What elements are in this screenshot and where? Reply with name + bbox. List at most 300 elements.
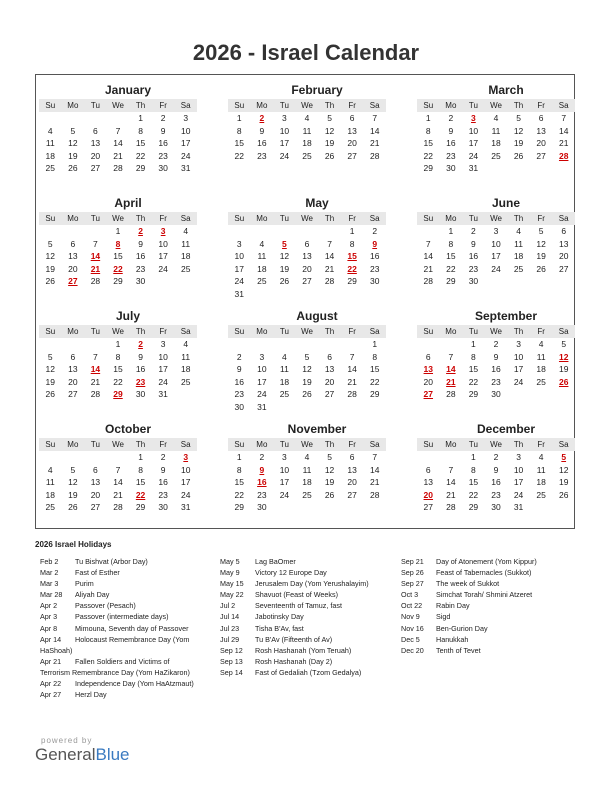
day-cell: 13 [302, 251, 312, 262]
holiday-name: The week of Sukkot [436, 579, 500, 589]
day-cell: 9 [138, 238, 143, 249]
holiday-item [40, 578, 194, 589]
day-cell: 16 [158, 477, 168, 488]
weekday-label: Mo [445, 101, 457, 110]
day-cell: 19 [68, 489, 78, 500]
day-cell: 15 [468, 364, 479, 375]
weekday-label: Fr [537, 101, 545, 110]
day-cell: 13 [536, 125, 546, 136]
day-cell: 8 [138, 464, 143, 475]
month-name: December [476, 422, 536, 436]
holiday-day-cell: 13 [423, 364, 434, 375]
holiday-date: Dec 20 [401, 645, 424, 655]
holiday-name: Tisha B'Av, fast [255, 623, 304, 633]
day-cell: 7 [448, 464, 454, 475]
holiday-name: Independence Day (Yom HaAtzmaut) [75, 679, 194, 689]
day-cell: 6 [425, 464, 431, 475]
holiday-name: Purim [75, 579, 94, 589]
day-cell: 6 [70, 238, 76, 249]
day-cell: 5 [516, 113, 521, 123]
brand-logo[interactable] [35, 745, 130, 765]
holiday-day-cell: 2 [259, 113, 265, 123]
day-cell: 14 [369, 464, 380, 475]
day-cell: 5 [304, 351, 310, 362]
day-cell: 27 [90, 502, 101, 513]
holiday-name: Simchat Torah/ Shmini Atzeret [436, 590, 533, 600]
weekday-label: Su [234, 440, 245, 449]
holiday-date: Jul 29 [220, 634, 240, 644]
day-cell: 8 [471, 464, 476, 475]
day-cell: 6 [425, 351, 431, 362]
day-cell: 20 [302, 263, 312, 274]
day-cell: 14 [446, 477, 456, 488]
holiday-name: Victory 12 Europe Day [255, 568, 327, 578]
weekday-label: We [112, 101, 124, 110]
holiday-date: May 15 [220, 579, 244, 589]
day-cell: 31 [234, 288, 245, 299]
holiday-item [401, 600, 537, 611]
holiday-name: Passover (Pesach) [75, 601, 136, 611]
day-cell: 25 [536, 376, 546, 387]
holiday-date: Jul 14 [220, 612, 240, 622]
holiday-date: May 9 [220, 568, 240, 578]
holiday-name: Hanukkah [436, 634, 469, 644]
day-cell: 7 [372, 113, 378, 123]
day-cell: 16 [446, 138, 456, 149]
month-name: November [287, 422, 347, 436]
day-cell: 16 [135, 251, 146, 262]
day-cell: 2 [493, 452, 499, 462]
day-cell: 27 [347, 489, 357, 500]
day-cell: 22 [234, 150, 245, 161]
holiday-item [401, 645, 537, 656]
empty-cell [62, 451, 85, 464]
holiday-name: Feast of Tabernacles (Sukkot) [436, 568, 532, 578]
holiday-item [220, 600, 369, 611]
day-cell: 23 [158, 489, 168, 500]
weekday-label: Sa [558, 327, 569, 336]
day-cell: 8 [349, 238, 355, 249]
holiday-date: Jul 2 [220, 601, 236, 611]
day-cell: 24 [513, 489, 524, 500]
day-cell: 5 [561, 339, 567, 349]
day-cell: 1 [349, 226, 355, 236]
weekday-header [417, 438, 575, 451]
empty-cell [417, 225, 440, 238]
day-cell: 6 [349, 452, 355, 462]
empty-cell [39, 451, 62, 464]
day-cell: 17 [513, 477, 524, 488]
day-cell: 2 [259, 452, 265, 462]
day-cell: 5 [47, 238, 53, 249]
day-cell: 16 [491, 364, 501, 375]
weekday-label: We [301, 327, 313, 336]
day-cell: 13 [90, 477, 101, 488]
holiday-item [220, 589, 369, 600]
weekday-label: Sa [180, 327, 191, 336]
day-cell: 12 [324, 464, 335, 475]
day-cell: 26 [68, 163, 78, 174]
weekday-label: Tu [279, 101, 289, 110]
weekday-label: We [301, 101, 313, 110]
weekday-label: Sa [369, 101, 380, 110]
day-cell: 10 [279, 464, 290, 475]
day-cell: 12 [45, 364, 56, 375]
day-cell: 7 [93, 238, 98, 249]
day-cell: 24 [257, 389, 267, 400]
weekday-label: Su [423, 327, 434, 336]
empty-cell [84, 112, 107, 125]
holiday-name: Sigd [436, 612, 451, 622]
day-cell: 15 [234, 138, 245, 149]
day-cell: 30 [135, 389, 146, 400]
holiday-name: Jerusalem Day (Yom Yerushalayim) [255, 579, 369, 589]
empty-cell [318, 338, 341, 351]
holiday-date: Sep 27 [401, 579, 424, 589]
day-cell: 26 [558, 489, 569, 500]
day-cell: 16 [234, 376, 245, 387]
day-cell: 10 [180, 125, 191, 136]
day-cell: 7 [372, 452, 378, 462]
day-cell: 2 [372, 226, 378, 236]
day-cell: 21 [347, 376, 357, 387]
holiday-date: Nov 16 [401, 623, 424, 633]
day-grid [39, 112, 197, 175]
day-cell: 23 [257, 150, 267, 161]
holiday-day-cell: 12 [558, 351, 569, 362]
weekday-label: Su [45, 101, 56, 110]
holiday-day-cell: 5 [561, 452, 567, 462]
day-cell: 18 [279, 376, 290, 387]
holiday-item [220, 623, 369, 634]
holiday-item [40, 656, 194, 667]
day-cell: 16 [257, 138, 267, 149]
day-cell: 28 [369, 150, 380, 161]
weekday-label: We [112, 327, 124, 336]
month-august [228, 308, 386, 414]
day-cell: 4 [183, 339, 189, 349]
holiday-day-cell: 28 [558, 150, 569, 161]
weekday-label: Mo [256, 440, 268, 449]
day-cell: 19 [45, 263, 56, 274]
empty-cell [62, 338, 85, 351]
empty-cell [318, 225, 341, 238]
day-cell: 6 [70, 351, 76, 362]
weekday-label: Tu [90, 101, 100, 110]
weekday-label: Tu [468, 327, 478, 336]
day-cell: 15 [113, 251, 123, 262]
day-cell: 30 [135, 276, 146, 287]
weekday-label: Fr [537, 440, 545, 449]
holiday-day-cell: 20 [423, 489, 434, 500]
day-cell: 17 [468, 138, 479, 149]
weekday-label: Fr [159, 440, 167, 449]
day-cell: 14 [113, 138, 123, 149]
weekday-label: Th [324, 327, 335, 336]
holiday-day-cell: 9 [259, 464, 265, 475]
holiday-day-cell: 14 [90, 364, 101, 375]
weekday-label: Su [423, 440, 434, 449]
day-cell: 31 [257, 401, 267, 412]
weekday-label: Su [45, 214, 56, 223]
day-cell: 13 [68, 251, 78, 262]
day-cell: 16 [158, 138, 168, 149]
empty-cell [39, 112, 62, 125]
weekday-label: Mo [67, 440, 79, 449]
holiday-date: Nov 9 [401, 612, 420, 622]
day-cell: 30 [369, 276, 380, 287]
day-cell: 8 [115, 351, 121, 362]
weekday-header [417, 325, 575, 338]
holiday-day-cell: 3 [471, 113, 476, 123]
weekday-label: Fr [159, 101, 167, 110]
month-february [228, 82, 386, 162]
day-cell: 12 [45, 251, 56, 262]
day-cell: 30 [491, 389, 501, 400]
empty-cell [84, 338, 107, 351]
day-cell: 19 [536, 251, 546, 262]
weekday-header [39, 438, 197, 451]
day-cell: 8 [236, 464, 242, 475]
day-cell: 24 [468, 150, 479, 161]
holiday-day-cell: 8 [115, 238, 121, 249]
day-cell: 25 [257, 276, 267, 287]
weekday-label: Th [135, 214, 146, 223]
empty-cell [296, 338, 319, 351]
day-cell: 22 [135, 150, 146, 161]
holiday-item [401, 611, 537, 622]
holiday-name: Holocaust Remembrance Day (Yom [75, 634, 190, 644]
day-cell: 22 [468, 376, 479, 387]
day-cell: 9 [259, 125, 265, 136]
holiday-day-cell: 22 [135, 489, 146, 500]
holiday-date: May 22 [220, 590, 244, 600]
holiday-date: Dec 5 [401, 634, 420, 644]
holiday-day-cell: 9 [372, 238, 378, 249]
weekday-label: Tu [468, 214, 478, 223]
weekday-label: Th [135, 101, 146, 110]
day-cell: 15 [468, 477, 479, 488]
holiday-name: Seventeenth of Tamuz, fast [255, 601, 342, 611]
weekday-label: Mo [67, 327, 79, 336]
day-cell: 29 [135, 502, 146, 513]
day-cell: 4 [516, 226, 521, 236]
day-cell: 15 [423, 138, 434, 149]
holiday-date: Apr 21 [40, 656, 62, 666]
holiday-item [220, 656, 369, 667]
day-cell: 12 [536, 238, 546, 249]
day-cell: 16 [369, 251, 380, 262]
day-cell: 27 [324, 389, 335, 400]
day-cell: 27 [536, 150, 546, 161]
day-cell: 8 [236, 125, 242, 136]
weekday-label: We [112, 440, 124, 449]
day-cell: 21 [369, 138, 380, 149]
day-cell: 12 [302, 364, 312, 375]
day-cell: 11 [302, 125, 312, 136]
day-cell: 14 [423, 251, 434, 262]
day-cell: 21 [113, 489, 123, 500]
weekday-label: Su [45, 327, 56, 336]
calendar-grid [35, 74, 575, 529]
month-name: January [104, 83, 152, 97]
day-cell: 27 [423, 502, 434, 513]
day-cell: 13 [68, 364, 78, 375]
day-cell: 17 [180, 477, 191, 488]
day-cell: 26 [324, 489, 335, 500]
day-grid [228, 451, 386, 514]
day-cell: 21 [113, 150, 123, 161]
day-cell: 20 [536, 138, 546, 149]
day-cell: 7 [93, 351, 98, 362]
day-cell: 25 [513, 263, 524, 274]
day-cell: 5 [538, 226, 544, 236]
holiday-day-cell: 22 [113, 263, 123, 274]
day-cell: 15 [446, 251, 456, 262]
holiday-item [401, 556, 537, 567]
day-cell: 17 [234, 263, 245, 274]
month-october [39, 421, 197, 514]
day-cell: 4 [282, 351, 287, 362]
holiday-name: Aliyah Day [75, 590, 110, 600]
day-grid [39, 338, 197, 401]
day-cell: 16 [468, 251, 479, 262]
weekday-label: Th [513, 101, 524, 110]
day-cell: 23 [234, 389, 245, 400]
day-cell: 20 [423, 376, 434, 387]
day-cell: 31 [180, 502, 191, 513]
weekday-label: Sa [180, 214, 191, 223]
day-cell: 30 [158, 163, 168, 174]
holiday-date: Apr 8 [40, 623, 58, 633]
day-cell: 24 [158, 376, 168, 387]
empty-cell [251, 338, 274, 351]
month-july [39, 308, 197, 401]
day-cell: 22 [468, 489, 479, 500]
weekday-label: Th [324, 440, 335, 449]
month-may [228, 195, 386, 301]
day-cell: 27 [558, 263, 569, 274]
day-cell: 1 [236, 113, 242, 123]
empty-cell [417, 451, 440, 464]
weekday-label: Sa [558, 440, 569, 449]
day-cell: 9 [493, 351, 499, 362]
day-cell: 14 [369, 125, 380, 136]
month-name: February [291, 83, 343, 97]
holiday-name: Tu B'Av (Fifteenth of Av) [255, 634, 333, 644]
day-cell: 6 [349, 113, 355, 123]
month-name: April [114, 196, 142, 210]
day-cell: 9 [493, 464, 499, 475]
day-cell: 26 [68, 502, 78, 513]
day-cell: 24 [158, 263, 168, 274]
day-cell: 10 [491, 238, 501, 249]
day-cell: 24 [513, 376, 524, 387]
weekday-label: Th [513, 214, 524, 223]
empty-cell [39, 225, 62, 238]
day-cell: 29 [113, 276, 123, 287]
weekday-label: Mo [256, 214, 268, 223]
day-cell: 1 [138, 452, 143, 462]
weekday-header [39, 212, 197, 225]
holiday-day-cell: 5 [282, 238, 287, 249]
holiday-name: Passover (intermediate days) [75, 612, 169, 622]
day-cell: 30 [257, 502, 267, 513]
day-cell: 10 [468, 125, 479, 136]
day-cell: 26 [279, 276, 290, 287]
day-cell: 8 [372, 351, 378, 362]
day-cell: 17 [158, 364, 168, 375]
weekday-label: Fr [348, 101, 356, 110]
weekday-label: Mo [67, 214, 79, 223]
holiday-date: Oct 3 [401, 590, 419, 600]
month-march [417, 82, 575, 175]
day-cell: 25 [302, 489, 312, 500]
holiday-name-continued: Terrorism Remembrance Day (Yom HaZikaron) [40, 667, 190, 677]
day-cell: 29 [468, 502, 479, 513]
month-name: June [491, 196, 520, 210]
holiday-item [220, 645, 369, 656]
day-cell: 13 [324, 364, 335, 375]
day-cell: 18 [180, 251, 191, 262]
holiday-day-cell: 23 [135, 376, 146, 387]
holiday-item [220, 611, 369, 622]
weekday-label: Tu [90, 327, 100, 336]
holiday-date: Sep 13 [220, 656, 243, 666]
day-cell: 28 [113, 163, 123, 174]
day-cell: 1 [115, 226, 121, 236]
day-cell: 15 [135, 477, 146, 488]
day-cell: 26 [536, 263, 546, 274]
holiday-date: Sep 14 [220, 667, 243, 677]
month-name: May [305, 196, 329, 210]
day-cell: 4 [47, 464, 53, 475]
day-cell: 18 [45, 150, 56, 161]
day-cell: 16 [135, 364, 146, 375]
day-cell: 1 [448, 226, 454, 236]
day-cell: 5 [70, 464, 76, 475]
weekday-label: Su [423, 214, 434, 223]
day-cell: 7 [561, 113, 567, 123]
day-cell: 8 [448, 238, 454, 249]
day-cell: 14 [113, 477, 123, 488]
weekday-header [417, 212, 575, 225]
day-cell: 24 [180, 150, 191, 161]
day-cell: 19 [324, 477, 335, 488]
day-cell: 24 [234, 276, 245, 287]
weekday-label: Sa [369, 214, 380, 223]
day-cell: 18 [302, 138, 312, 149]
empty-cell [228, 225, 251, 238]
day-cell: 24 [180, 489, 191, 500]
day-cell: 28 [446, 389, 456, 400]
holiday-date: Apr 22 [40, 679, 62, 689]
day-cell: 3 [282, 452, 287, 462]
day-cell: 19 [68, 150, 78, 161]
empty-cell [296, 225, 319, 238]
day-cell: 25 [491, 150, 501, 161]
holiday-day-cell: 16 [257, 477, 267, 488]
day-cell: 26 [324, 150, 335, 161]
empty-cell [440, 338, 463, 351]
day-cell: 30 [158, 502, 168, 513]
day-grid [417, 451, 575, 514]
day-cell: 15 [113, 364, 123, 375]
day-cell: 18 [45, 489, 56, 500]
day-cell: 30 [491, 502, 501, 513]
day-cell: 10 [234, 251, 245, 262]
weekday-header [417, 99, 575, 112]
